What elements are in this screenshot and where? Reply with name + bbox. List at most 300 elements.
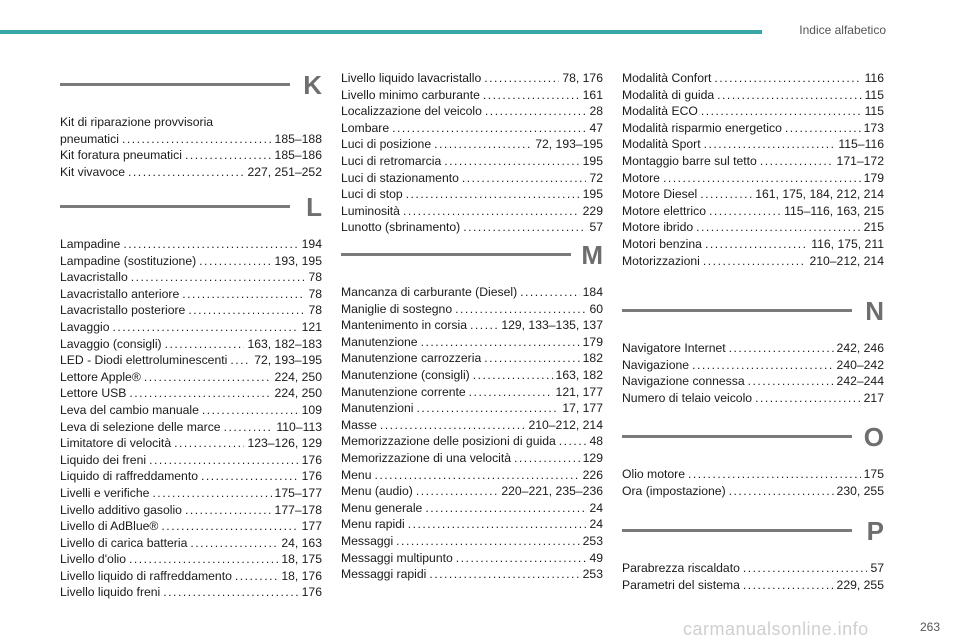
index-entry: [341, 500, 603, 517]
index-entry-pages: 115: [864, 104, 884, 119]
dot-leader: [700, 186, 752, 203]
index-entry-pages: 227, 251–252: [247, 164, 322, 179]
index-entry-pages: 109: [301, 402, 322, 417]
index-entry: [60, 269, 322, 286]
dot-leader: [112, 319, 298, 336]
dot-leader: [748, 373, 834, 390]
index-entry-term: Lunotto (sbrinamento): [341, 220, 461, 235]
index-entry-term: Lavacristallo anteriore: [60, 286, 180, 301]
index-entry-term: Manutenzione: [341, 334, 418, 349]
index-entry: [341, 467, 603, 484]
index-entry-term: Livello additivo gasolio: [60, 502, 182, 517]
section-m: [341, 240, 603, 583]
index-entry-pages: 173: [863, 120, 884, 135]
index-entry: [341, 334, 603, 351]
index-entry-term: Manutenzione carrozzeria: [341, 351, 482, 366]
dot-leader: [455, 301, 586, 318]
index-entry: [341, 153, 603, 170]
index-entry-term: LED - Diodi elettroluminescenti: [60, 353, 228, 368]
index-entry-pages: 78, 176: [562, 71, 603, 85]
index-entry-term: Liquido di raffreddamento: [60, 469, 198, 484]
index-entry-pages: 47: [589, 120, 603, 135]
index-entry: [60, 568, 322, 585]
index-entry-term: Modalità ECO: [622, 104, 698, 119]
index-entry-pages: 177: [301, 519, 322, 534]
index-entry: [341, 350, 603, 367]
index-entry-pages: 195: [582, 187, 603, 202]
index-entry-term: pneumatici: [60, 131, 119, 146]
dot-leader: [392, 120, 586, 137]
dot-leader: [696, 219, 861, 236]
index-entry-pages: 28: [589, 104, 603, 119]
section-divider: [622, 435, 852, 438]
index-entry-term: Livelli e verifiche: [60, 485, 150, 500]
index-entry: [622, 219, 884, 236]
index-entry-pages: 194: [301, 237, 322, 251]
dot-leader: [421, 334, 580, 351]
dot-leader: [729, 340, 834, 357]
index-entry-term: Masse: [341, 417, 377, 432]
index-entry: [60, 302, 322, 319]
dot-leader: [416, 483, 499, 500]
index-entry: [622, 120, 884, 137]
index-entry: [341, 384, 603, 401]
index-entry-term: Mantenimento in corsia: [341, 318, 467, 333]
index-entry-term: Leva di selezione delle marce: [60, 419, 221, 434]
index-entry: [622, 103, 884, 120]
index-entry-term: Modalità Sport: [622, 137, 701, 152]
index-entry-pages: 253: [582, 533, 603, 548]
dot-leader: [396, 533, 579, 550]
dot-leader: [559, 433, 587, 450]
dot-leader: [123, 236, 298, 253]
index-entry-pages: 18, 176: [281, 568, 322, 583]
index-entry: [60, 319, 322, 336]
index-entry-term: Menu rapidi: [341, 517, 405, 532]
index-entry-pages: 184: [582, 285, 603, 299]
index-entry-pages: 116, 175, 211: [811, 236, 884, 251]
index-entry: [622, 136, 884, 153]
index-entry: [622, 577, 884, 594]
dot-leader: [380, 417, 526, 434]
section-letter: M: [581, 240, 603, 270]
section-letter: K: [303, 70, 322, 100]
dot-leader: [456, 550, 587, 567]
index-entry-term: Lettore USB: [60, 386, 127, 401]
index-entry: [60, 164, 322, 181]
header-accent-bar: [0, 30, 762, 34]
index-entry-pages: 115–116: [838, 137, 884, 152]
index-entry-pages: 24: [589, 500, 603, 515]
index-entry-pages: 78: [308, 303, 322, 318]
dot-leader: [190, 535, 278, 552]
dot-leader: [122, 131, 272, 148]
index-entry: [341, 186, 603, 203]
dot-leader: [129, 385, 271, 402]
index-entry-pages: 49: [589, 550, 603, 565]
index-entry-pages: 163, 182: [555, 367, 603, 382]
dot-leader: [760, 153, 834, 170]
index-entry-pages: 161: [582, 87, 603, 102]
dot-leader: [224, 419, 274, 436]
index-entry: [60, 352, 322, 369]
section-divider: [622, 529, 852, 532]
index-entry-pages: 226: [582, 467, 603, 482]
index-entry-term: Motore Diesel: [622, 187, 698, 202]
index-entry-term: Messaggi rapidi: [341, 567, 427, 582]
index-entry: [60, 485, 322, 502]
index-entry: [341, 550, 603, 567]
index-entry-pages: 242, 246: [836, 341, 884, 355]
dot-leader: [165, 336, 245, 353]
dot-leader: [701, 103, 862, 120]
index-entry: [341, 417, 603, 434]
index-entry-term: Messaggi: [341, 533, 394, 548]
dot-leader: [429, 566, 579, 583]
index-entry-term: Lampadine: [60, 237, 121, 251]
section-divider: [622, 309, 852, 312]
dot-leader: [483, 87, 580, 104]
index-entry-term: Navigatore Internet: [622, 341, 726, 355]
dot-leader: [717, 87, 861, 104]
index-entry-pages: 72, 193–195: [254, 353, 322, 368]
index-entry-pages: 230, 255: [836, 483, 884, 498]
index-entry-pages: 177–178: [274, 502, 322, 517]
index-entry-term: Livello liquido lavacristallo: [341, 71, 482, 85]
index-entry: [622, 236, 884, 253]
index-entry: [341, 301, 603, 318]
index-entry: [60, 114, 322, 147]
dot-leader: [755, 390, 861, 407]
index-entry-term: Lampadine (sostituzione): [60, 253, 197, 268]
index-entry-term: Lombare: [341, 120, 390, 135]
index-entry-pages: 229: [582, 203, 603, 218]
dot-leader: [161, 518, 298, 535]
index-entry: [622, 373, 884, 390]
index-entry-term: Livello liquido di raffreddamento: [60, 568, 232, 583]
index-entry-term: Parabrezza riscaldato: [622, 561, 740, 575]
index-entry-pages: 123–126, 129: [247, 436, 322, 451]
index-entry-term: Memorizzazione di una velocità: [341, 450, 512, 465]
index-entry-pages: 78: [308, 270, 322, 285]
dot-leader: [403, 203, 580, 220]
dot-leader: [485, 103, 587, 120]
dot-leader: [375, 467, 580, 484]
index-entry: [622, 357, 884, 374]
index-entry-pages: 24, 163: [281, 535, 322, 550]
index-entry: [622, 203, 884, 220]
index-entry-term: Livello di carica batteria: [60, 535, 188, 550]
index-entry-term: Kit vivavoce: [60, 164, 126, 179]
index-entry: [341, 87, 603, 104]
index-entry-term: Olio motore: [622, 467, 685, 481]
dot-leader: [704, 136, 836, 153]
index-entry-term: Luci di retromarcia: [341, 153, 442, 168]
index-entry-line: Kit di riparazione provvisoria: [60, 115, 214, 129]
index-entry: [341, 433, 603, 450]
index-entry-pages: 60: [589, 301, 603, 316]
index-entry: [60, 452, 322, 469]
dot-leader: [714, 70, 861, 87]
index-entry-pages: 215: [863, 220, 884, 235]
index-entry: [60, 369, 322, 386]
index-entry-term: Kit foratura pneumatici: [60, 148, 182, 163]
dot-leader: [484, 70, 559, 87]
index-entry: [341, 317, 603, 334]
index-entry: [341, 367, 603, 384]
index-entry-term: Motore elettrico: [622, 203, 706, 218]
section-k: [60, 70, 322, 180]
index-entry-pages: 115: [864, 87, 884, 102]
index-entry: [341, 516, 603, 533]
index-entry-term: Navigazione: [622, 357, 690, 372]
index-entry-pages: 220–221, 235–236: [501, 484, 603, 499]
section-letter: O: [863, 422, 884, 452]
index-entry: [341, 400, 603, 417]
dot-leader: [425, 500, 586, 517]
dot-leader: [473, 367, 553, 384]
index-entry-term: Navigazione connessa: [622, 374, 745, 389]
index-entry-pages: 121: [301, 319, 322, 334]
dot-leader: [131, 269, 306, 286]
index-entry-term: Messaggi multipunto: [341, 550, 453, 565]
index-entry: [622, 483, 884, 500]
index-entry: [341, 136, 603, 153]
index-entry-pages: 161, 175, 184, 212, 214: [755, 187, 884, 202]
index-entry: [60, 535, 322, 552]
index-entry-pages: 224, 250: [274, 386, 322, 401]
index-entry: [60, 253, 322, 270]
index-entry: [60, 584, 322, 601]
index-entry-term: Limitatore di velocità: [60, 436, 172, 451]
index-entry-term: Menu generale: [341, 500, 423, 515]
index-entry-term: Luci di stop: [341, 187, 403, 202]
index-entry: [60, 286, 322, 303]
index-entry: [60, 402, 322, 419]
index-entry: [622, 390, 884, 407]
section-letter: P: [866, 516, 884, 546]
dot-leader: [174, 435, 244, 452]
index-entry-pages: 240–242: [836, 357, 884, 372]
dot-leader: [743, 560, 868, 577]
dot-leader: [235, 568, 278, 585]
dot-leader: [663, 170, 861, 187]
dot-leader: [408, 516, 587, 533]
index-entry-term: Modalità risparmio energetico: [622, 120, 782, 135]
index-entry-pages: 24: [589, 517, 603, 532]
index-entry-term: Livello di AdBlue®: [60, 519, 159, 534]
index-entry: [60, 385, 322, 402]
index-entry: [341, 533, 603, 550]
dot-leader: [729, 483, 834, 500]
index-entry: [622, 560, 884, 577]
index-entry-term: Manutenzione (consigli): [341, 367, 470, 382]
dot-leader: [688, 466, 861, 483]
section-p: [622, 516, 884, 593]
index-entry-term: Motore ibrido: [622, 220, 694, 235]
index-entry-pages: 175–177: [274, 485, 322, 500]
index-entry: [341, 203, 603, 220]
dot-leader: [462, 170, 587, 187]
dot-leader: [692, 357, 833, 374]
index-entry-pages: 179: [863, 170, 884, 185]
index-entry-pages: 57: [589, 220, 603, 235]
page-number: 263: [919, 620, 940, 634]
index-entry: [341, 219, 603, 236]
index-entry: [622, 87, 884, 104]
page-header-title: Indice alfabetico: [799, 23, 886, 37]
dot-leader: [520, 284, 580, 301]
section-n: [622, 296, 884, 406]
index-entry-pages: 217: [863, 390, 884, 405]
index-entry-pages: 229, 255: [836, 577, 884, 592]
index-entry-pages: 48: [589, 434, 603, 449]
index-entry-term: Mancanza di carburante (Diesel): [341, 285, 518, 299]
dot-leader: [163, 584, 298, 601]
index-entry-pages: 210–212, 214: [809, 253, 884, 268]
section-divider: [60, 205, 290, 208]
dot-leader: [705, 236, 808, 253]
watermark: carmanualsonline.info: [683, 619, 869, 639]
index-entry-pages: 176: [301, 585, 322, 600]
index-entry-term: Lettore Apple®: [60, 369, 141, 384]
dot-leader: [199, 253, 271, 270]
index-entry-term: Modalità Confort: [622, 71, 712, 85]
index-entry: [622, 466, 884, 483]
dot-leader: [484, 350, 579, 367]
index-entry-term: Lavaggio: [60, 319, 110, 334]
index-entry: [60, 551, 322, 568]
index-entry-pages: 163, 182–183: [247, 336, 322, 351]
section-o: [622, 422, 884, 499]
index-entry-pages: 210–212, 214: [528, 417, 603, 432]
index-entry-term: Montaggio barre sul tetto: [622, 153, 757, 168]
dot-leader: [703, 253, 807, 270]
index-entry-term: Menu (audio): [341, 484, 413, 499]
index-entry-term: Livello minimo carburante: [341, 87, 480, 102]
index-entry: [60, 502, 322, 519]
dot-leader: [463, 219, 586, 236]
index-entry: [341, 566, 603, 583]
index-entry-term: Maniglie di sostegno: [341, 301, 453, 316]
index-entry: [622, 170, 884, 187]
index-entry-pages: 17, 177: [562, 401, 603, 416]
dot-leader: [129, 551, 278, 568]
dot-leader: [188, 302, 305, 319]
section-divider: [341, 253, 571, 256]
dot-leader: [785, 120, 861, 137]
index-entry-term: Ora (impostazione): [622, 483, 726, 498]
index-entry: [341, 170, 603, 187]
dot-leader: [144, 369, 272, 386]
index-entry: [60, 435, 322, 452]
index-entry: [341, 284, 603, 301]
index-entry-term: Motori benzina: [622, 236, 702, 251]
dot-leader: [182, 286, 305, 303]
index-entry-pages: 110–113: [276, 419, 322, 434]
index-entry: [60, 419, 322, 436]
index-entry-term: Livello d'olio: [60, 552, 127, 567]
index-entry-term: Luminosità: [341, 203, 400, 218]
section-letter: N: [865, 296, 884, 326]
section-l-continued: [341, 70, 603, 236]
index-entry-pages: 193, 195: [274, 253, 322, 268]
index-entry-pages: 121, 177: [555, 384, 603, 399]
index-entry-term: Luci di stazionamento: [341, 170, 459, 185]
index-entry-pages: 182: [582, 351, 603, 366]
index-entry-term: Livello liquido freni: [60, 585, 161, 600]
index-entry-pages: 129, 133–135, 137: [501, 318, 603, 333]
index-entry: [622, 253, 884, 270]
index-entry-term: Lavaggio (consigli): [60, 336, 162, 351]
dot-leader: [185, 502, 272, 519]
index-entry: [60, 236, 322, 253]
dot-leader: [230, 352, 251, 369]
index-entry-pages: 129: [582, 450, 603, 465]
index-entry-term: Liquido dei freni: [60, 452, 147, 467]
dot-leader: [434, 136, 532, 153]
index-entry: [341, 450, 603, 467]
index-entry-term: Manutenzioni: [341, 401, 414, 416]
index-entry: [60, 468, 322, 485]
index-entry: [60, 147, 322, 164]
index-entry-pages: 176: [301, 452, 322, 467]
index-entry-pages: 175: [863, 467, 884, 481]
dot-leader: [514, 450, 580, 467]
dot-leader: [149, 452, 299, 469]
index-entry-pages: 116: [864, 71, 884, 85]
index-entry-pages: 253: [582, 567, 603, 582]
index-entry-pages: 242–244: [836, 374, 884, 389]
index-entry: [622, 186, 884, 203]
index-entry-term: Modalità di guida: [622, 87, 715, 102]
index-entry-pages: 185–188: [274, 131, 322, 146]
dot-leader: [743, 577, 834, 594]
index-entry-term: Manutenzione corrente: [341, 384, 466, 399]
index-entry: [622, 340, 884, 357]
index-entry: [622, 153, 884, 170]
index-entry-pages: 115–116, 163, 215: [784, 203, 884, 218]
section-letter: L: [306, 192, 322, 222]
index-entry-term: Leva del cambio manuale: [60, 402, 199, 417]
index-entry: [341, 120, 603, 137]
index-entry-term: Lavacristallo posteriore: [60, 303, 186, 318]
index-entry-term: Motore: [622, 170, 660, 185]
dot-leader: [185, 147, 272, 164]
index-entry-pages: 72: [589, 170, 603, 185]
index-entry-term: Motorizzazioni: [622, 253, 700, 268]
section-l: [60, 192, 322, 601]
dot-leader: [444, 153, 579, 170]
index-entry-pages: 176: [301, 469, 322, 484]
index-entry: [60, 518, 322, 535]
dot-leader: [202, 402, 299, 419]
dot-leader: [152, 485, 271, 502]
index-entry-term: Lavacristallo: [60, 270, 128, 285]
index-entry-term: Localizzazione del veicolo: [341, 104, 482, 119]
dot-leader: [201, 468, 299, 485]
section-divider: [60, 83, 290, 86]
index-entry-pages: 18, 175: [281, 552, 322, 567]
index-entry-pages: 185–186: [274, 148, 322, 163]
dot-leader: [709, 203, 781, 220]
index-entry-term: Numero di telaio veicolo: [622, 390, 753, 405]
index-entry: [341, 103, 603, 120]
index-entry-pages: 72, 193–195: [535, 137, 603, 152]
index-entry-pages: 78: [308, 286, 322, 301]
dot-leader: [128, 164, 244, 181]
dot-leader: [469, 384, 553, 401]
